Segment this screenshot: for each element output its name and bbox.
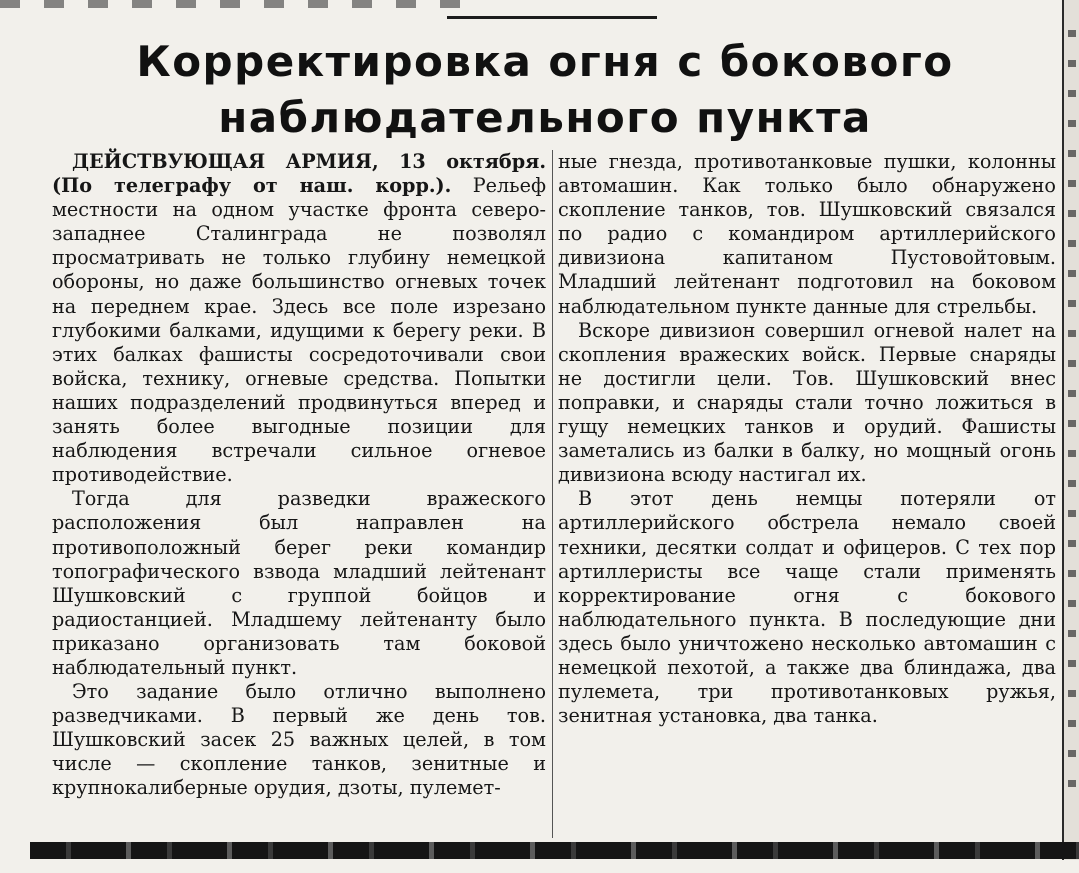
section-divider xyxy=(447,16,657,19)
previous-article-edge xyxy=(0,0,470,8)
headline-line-2: наблюдательного пункта xyxy=(218,93,872,142)
paragraph-1-text: Рельеф местности на одном участке фронта северо-западнее Сталинграда не позволял просматривать не только глубину немецкой обороны, но даже большинство огневых точек на переднем крае. Здесь все поле изрезано глубокими балками, идущими к берегу реки. В этих балках фашисты сосредоточивали свои войска, технику, огневые средства. Попытки наших подразделений продвинуться вперед и занять более выгодные позиции для наблюдения встречали сильное огневое противодействие. xyxy=(52,174,546,487)
dateline: ДЕЙСТВУЮЩАЯ АРМИЯ, 13 октября. (По телеграфу от наш. корр.). xyxy=(52,150,546,198)
article-paragraph-1 xyxy=(52,150,546,487)
article-paragraph-4: Вскоре дивизион совершил огневой налет на скопления вражеских войск. Первые снаряды не достигли цели. Тов. Шушковский внес поправки, и снаряды стали точно ложиться в гущу немецких танков и орудий. Фашисты заметались из балки в балку, но мощный огонь дивизиона всюду настигал их. xyxy=(558,318,1056,487)
bottom-print-band xyxy=(30,842,1079,859)
article-paragraph-2: Тогда для разведки вражеского расположения был направлен на противоположный берег реки командир топографического взвода младший лейтенант Шушковский с группой бойцов и радиостанцией. Младшему лейтенанту было приказано организовать там боковой наблюдательный пункт. xyxy=(52,487,546,679)
column-rule xyxy=(552,150,553,838)
adjacent-column-fragments xyxy=(1068,30,1076,790)
article-paragraph-5: В этот день немцы потеряли от артиллерийского обстрела немало своей техники, десятки солдат и офицеров. С тех пор артиллеристы все чаще стали применять корректирование огня с бокового наблюдательного пункта. В последующие дни здесь было уничтожено несколько автомашин с немецкой пехотой, а также два блиндажа, два пулемета, три противотанковых ружья, зенитная установка, два танка. xyxy=(558,487,1056,728)
article-headline xyxy=(40,34,1050,146)
article-paragraph-3-continued: ные гнезда, противотанковые пушки, колонны автомашин. Как только было обнаружено скопление танков, тов. Шушковский связался по радио с командиром артиллерийского дивизиона капитаном Пустовойтовым. Младший лейтенант подготовил на боковом наблюдательном пункте данные для стрельбы. xyxy=(558,150,1056,318)
article-column-1 xyxy=(52,150,546,801)
article-paragraph-3: Это задание было отлично выполнено разведчиками. В первый же день тов. Шушковский засек 25 важных целей, в том числе — скопление танков, зенитные и крупнокалиберные орудия, дзоты, пулемет- xyxy=(52,680,546,800)
headline-line-1: Корректировка огня с бокового xyxy=(136,37,954,86)
article-column-2 xyxy=(558,150,1056,728)
